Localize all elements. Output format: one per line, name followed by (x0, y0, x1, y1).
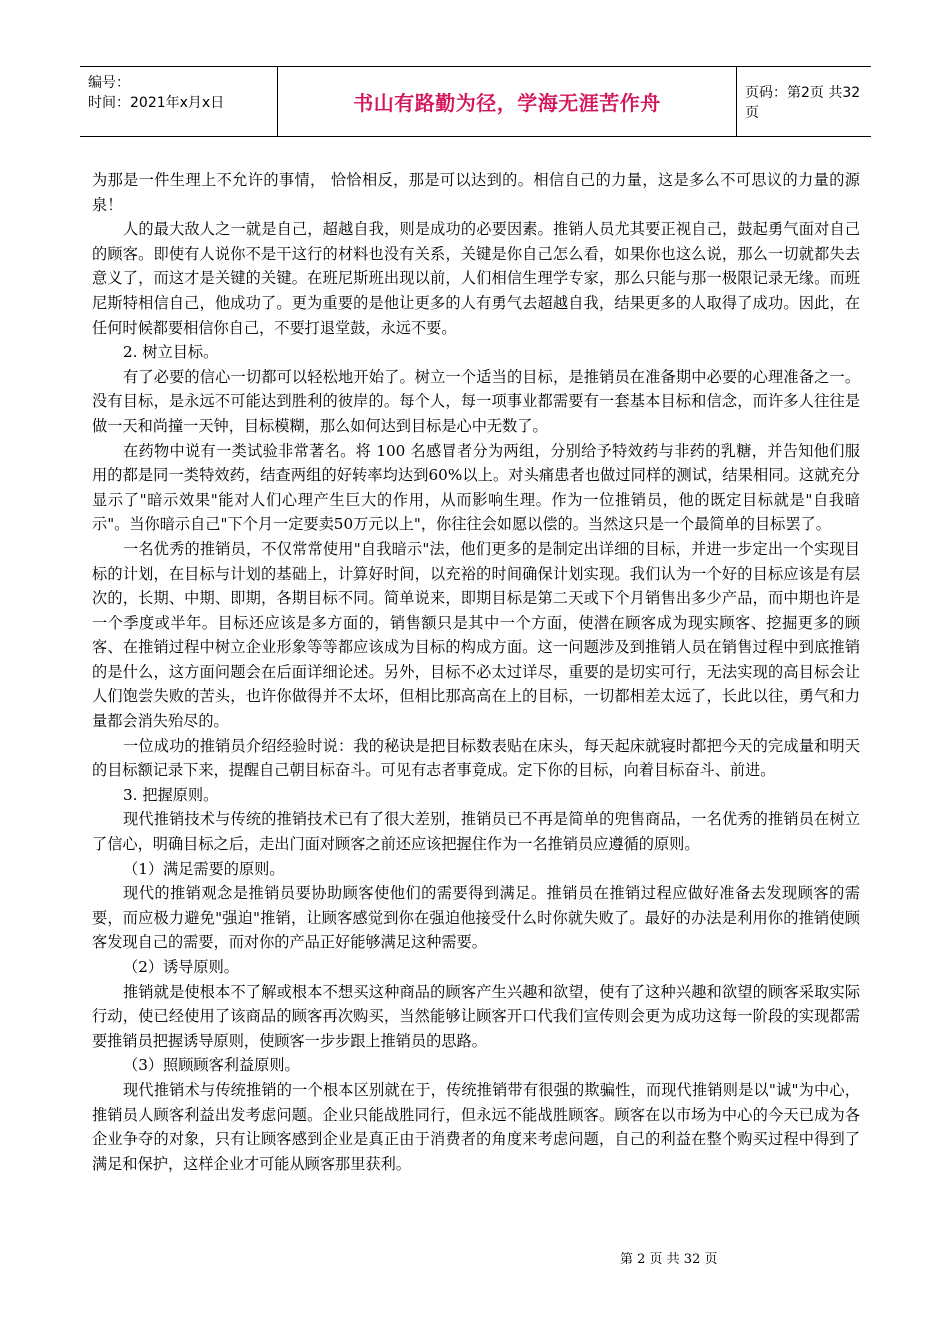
motto-text: 书山有路勤为径，学海无涯苦作舟 (353, 91, 661, 115)
time-label: 时间：2021年x月x日 (88, 95, 225, 111)
header-meta-cell (80, 67, 278, 136)
body-paragraph: 人的最大敌人之一就是自己，超越自我，则是成功的必要因素。推销人员尤其要正视自己，鼓起勇气面对自己的顾客。即使有人说你不是干这行的材料也没有关系，关键是你自己怎么看，如果你也这么说，那么一切就都失去意义了，而这才是关键的关键。在班尼斯班出现以前，人们相信生理学专家，那么只能与那一极限记录无缘。而班尼斯特相信自己，他成功了。更为重要的是他让更多的人有勇气去超越自我，结果更多的人取得了成功。因此，在任何时候都要相信你自己，不要打退堂鼓，永远不要。 (92, 220, 860, 337)
body-paragraph: 有了必要的信心一切都可以轻松地开始了。树立一个适当的目标，是推销员在准备期中必要的心理准备之一。没有目标，是永远不可能达到胜利的彼岸的。每个人，每一项事业都需要有一套基本目标和信念，而许多人往往是做一天和尚撞一天钟，目标模糊，那么如何达到目标是心中无数了。 (92, 367, 860, 435)
body-paragraph: 一位成功的推销员介绍经验时说：我的秘诀是把目标数表贴在床头，每天起床就寝时都把今天的完成量和明天的目标额记录下来，提醒自己朝目标奋斗。可见有志者事竟成。定下你的目标，向着目标奋斗、前进。 (92, 736, 860, 780)
code-label: 编号： (88, 75, 130, 91)
page-footer: 第 2 页 共 32 页 (620, 1252, 718, 1267)
body-paragraph: （2）诱导原则。 (123, 958, 239, 976)
page-info: 页码：第2页 共32页 (745, 84, 861, 121)
document-header (80, 66, 871, 137)
document-body (92, 168, 860, 1176)
body-paragraph: 3. 把握原则。 (123, 785, 219, 804)
body-paragraph: 推销就是使根本不了解或根本不想买这种商品的顾客产生兴趣和欲望，使有了这种兴趣和欲望的顾客采取实际行动，使已经使用了该商品的顾客再次购买，当然能够让顾客开口代我们宣传则会更为成功这每一阶段的实现都需要推销员把握诱导原则，使顾客一步步跟上推销员的思路。 (92, 982, 860, 1050)
body-paragraph: 为那是一件生理上不允许的事情， 恰恰相反，那是可以达到的。相信自己的力量，这是多么不可思议的力量的源泉！ (92, 171, 860, 214)
header-motto-cell (278, 67, 737, 136)
body-paragraph: 2. 树立目标。 (123, 343, 219, 362)
body-paragraph: （3）照顾顾客利益原则。 (123, 1056, 300, 1075)
body-paragraph: 现代推销技术与传统的推销技术已有了很大差别，推销员已不再是简单的兜售商品，一名优秀的推销员在树立了信心，明确目标之后，走出门面对顾客之前还应该把握住作为一名推销员应遵循的原则。 (92, 810, 860, 854)
body-paragraph: 现代的推销观念是推销员要协助顾客使他们的需要得到满足。推销员在推销过程应做好准备去发现顾客的需要，而应极力避免"强迫"推销，让顾客感觉到你在强迫他接受什么时你就失败了。最好的办法是利用你的推销使顾客发现自己的需要，而对你的产品正好能够满足这种需要。 (92, 884, 860, 952)
body-paragraph: 一名优秀的推销员，不仅常常使用"自我暗示"法，他们更多的是制定出详细的目标，并进一步定出一个实现目标的计划，在目标与计划的基础上，计算好时间，以充裕的时间确保计划实现。我们认为一个好的目标应该是有层次的，长期、中期、即期，各期目标不同。简单说来，即期目标是第二天或下个月销售出多少产品，而中期也许是一个季度或半年。目标还应该是多方面的，销售额只是其中一个方面，使潜在顾客成为现实顾客、挖掘更多的顾客、在推销过程中树立企业形象等等都应该成为目标的构成方面。这一问题涉及到推销人员在销售过程中到底推销的是什么，这方面问题会在后面详细论述。另外，目标不必太过详尽，重要的是切实可行，无法实现的高目标会让人们饱尝失败的苦头，也许你做得并不太坏，但相比那高高在上的目标，一切都相差太远了，长此以往，勇气和力量都会消失殆尽的。 (92, 539, 860, 731)
body-paragraph: 在药物中说有一类试验非常著名。将 100 名感冒者分为两组，分别给予特效药与非药的乳糖，并告知他们服用的都是同一类特效药，结查两组的好转率均达到60%以上。对头痛患者也做过同样的测试，结果相同。这就充分显示了"暗示效果"能对人们心理产生巨大的作用，从而影响生理。作为一位推销员，他的既定目标就是"自我暗示"。当你暗示自己"下个月一定要卖50万元以上"，你往往会如愿以偿的。当然这只是一个最简单的目标罢了。 (92, 441, 860, 534)
body-paragraph: 现代推销术与传统推销的一个根本区别就在于，传统推销带有很强的欺骗性，而现代推销则是以"诚"为中心，推销员人顾客利益出发考虑问题。企业只能战胜同行，但永远不能战胜顾客。顾客在以市场为中心的今天已成为各企业争夺的对象，只有让顾客感到企业是真正由于消费者的角度来考虑问题，自己的利益在整个购买过程中得到了满足和保护，这样企业才可能从顾客那里获利。 (92, 1080, 860, 1173)
header-page-cell (737, 67, 871, 136)
body-paragraph: （1）满足需要的原则。 (123, 859, 285, 878)
